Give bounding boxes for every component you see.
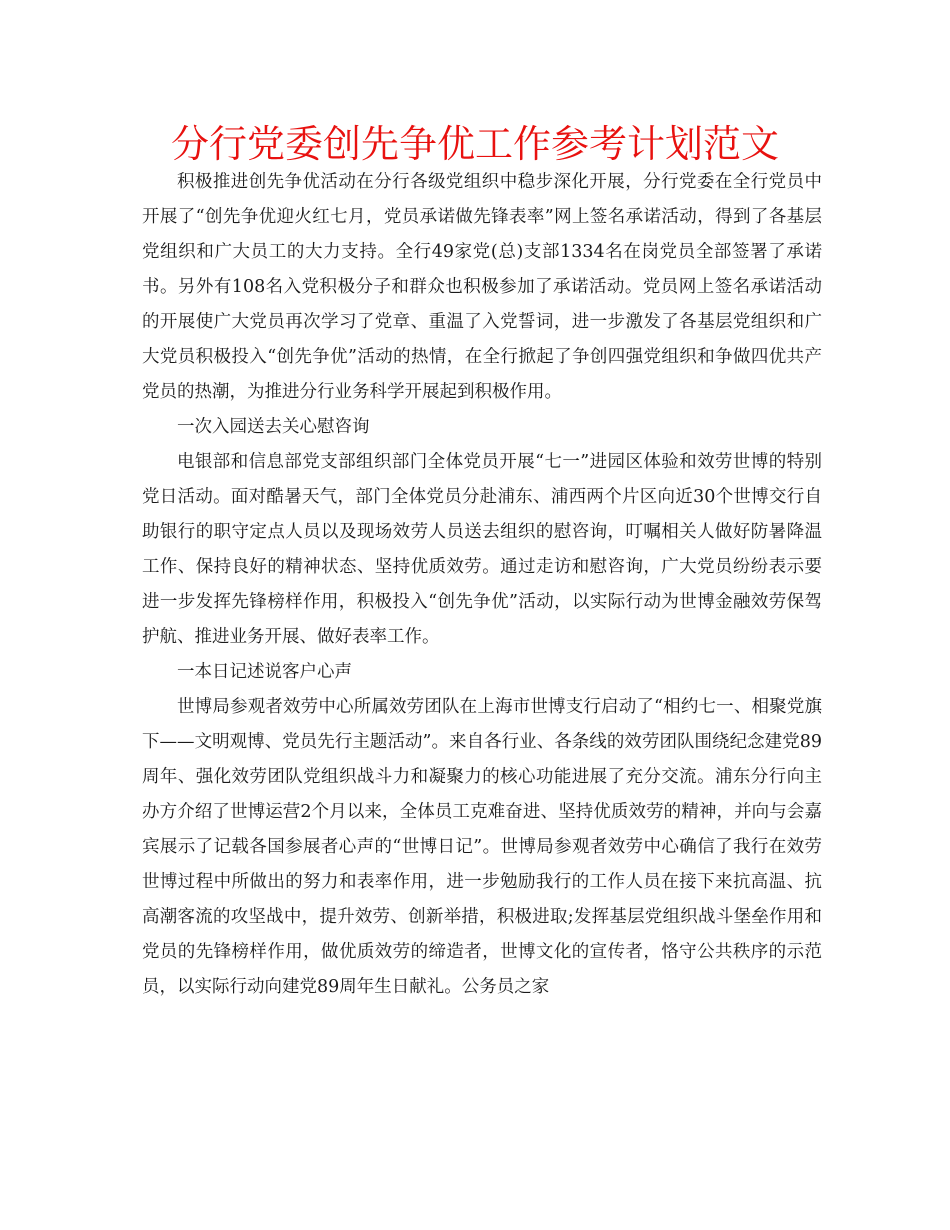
- section-heading-visit: 一次入园送去关心慰咨询: [177, 417, 370, 437]
- section-heading-diary: 一本日记述说客户心声: [177, 662, 352, 682]
- document-body: [142, 165, 822, 1005]
- paragraph-intro: 积极推进创先争优活动在分行各级党组织中稳步深化开展，分行党委在全行党员中开展了“创先争优迎火红七月，党员承诺做先锋表率”网上签名承诺活动，得到了各基层党组织和广大员工的大力支持。全行49家党(总)支部1334名在岗党员全部签署了承诺书。另外有108名入党积极分子和群众也积极参加了承诺活动。党员网上签名承诺活动的开展使广大党员再次学习了党章、重温了入党誓词，进一步激发了各基层党组织和广大党员积极投入“创先争优”活动的热情，在全行掀起了争创四强党组织和争做四优共产党员的热潮，为推进分行业务科学开展起到积极作用。: [142, 172, 822, 402]
- paragraph-diary: 世博局参观者效劳中心所属效劳团队在上海市世博支行启动了“相约七一、相聚党旗下——文明观博、党员先行主题活动”。来自各行业、各条线的效劳团队围绕纪念建党89周年、强化效劳团队党组织战斗力和凝聚力的核心功能进展了充分交流。浦东分行向主办方介绍了世博运营2个月以来，全体员工克难奋进、坚持优质效劳的精神，并向与会嘉宾展示了记载各国参展者心声的“世博日记”。世博局参观者效劳中心确信了我行在效劳世博过程中所做出的努力和表率作用，进一步勉励我行的工作人员在接下来抗高温、抗高潮客流的攻坚战中，提升效劳、创新举措，积极进取;发挥基层党组织战斗堡垒作用和党员的先锋榜样作用，做优质效劳的缔造者，世博文化的宣传者，恪守公共秩序的示范员，以实际行动向建党89周年生日献礼。公务员之家: [142, 697, 822, 997]
- paragraph-visit: 电银部和信息部党支部组织部门全体党员开展“七一”进园区体验和效劳世博的特别党日活动。面对酷暑天气，部门全体党员分赴浦东、浦西两个片区向近30个世博交行自助银行的职守定点人员以及现场效劳人员送去组织的慰咨询，叮嘱相关人做好防暑降温工作、保持良好的精神状态、坚持优质效劳。通过走访和慰咨询，广大党员纷纷表示要进一步发挥先锋榜样作用，积极投入“创先争优”活动，以实际行动为世博金融效劳保驾护航、推进业务开展、做好表率工作。: [142, 452, 822, 647]
- document-title: 分行党委创先争优工作参考计划范文: [170, 122, 779, 166]
